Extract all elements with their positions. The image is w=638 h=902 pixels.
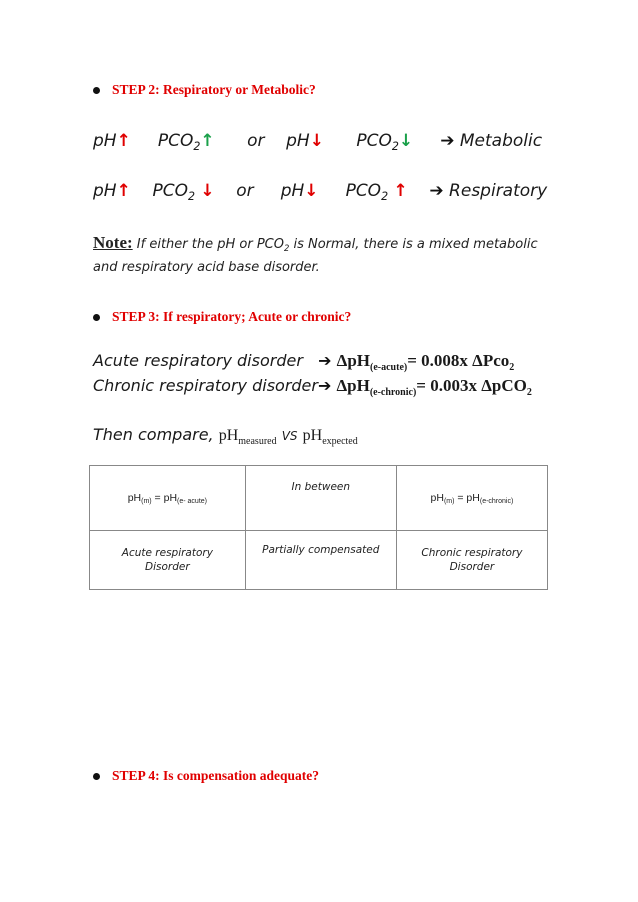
pco2-subscript: 2 xyxy=(381,189,389,203)
bullet-icon xyxy=(93,87,100,94)
note-subscript: 2 xyxy=(283,242,290,253)
or-label: or xyxy=(247,131,265,151)
pco2-label: PCO xyxy=(345,181,382,201)
right-arrow-icon: ➔ xyxy=(317,376,332,395)
pco2-subscript: 2 xyxy=(187,189,195,203)
step-2-title: STEP 2: Respiratory or Metabolic? xyxy=(112,82,316,97)
right-arrow-icon: ➔ xyxy=(440,131,455,151)
arrow-up-icon: ↑ xyxy=(116,131,131,151)
compare-row xyxy=(93,425,358,447)
arrow-down-icon: ↓ xyxy=(309,131,324,151)
comparison-table xyxy=(89,465,548,590)
table-header-chronic: pH(m) = pH(e-chronic) xyxy=(396,466,547,531)
arrow-down-icon: ↓ xyxy=(304,181,319,201)
vs-label: VS xyxy=(281,429,298,443)
respiratory-result: Respiratory xyxy=(449,181,548,201)
bullet-icon xyxy=(93,773,100,780)
ph-label: pH xyxy=(286,131,310,151)
table-header-between: In between xyxy=(245,466,396,531)
step-3-heading xyxy=(93,309,351,325)
respiratory-rule-row xyxy=(93,181,547,203)
table-row xyxy=(90,466,548,531)
ph-measured: $pH_{measured}$ xyxy=(218,427,277,447)
arrow-down-icon: ↓ xyxy=(200,181,215,201)
step-3-title: STEP 3: If respiratory; Acute or chronic? xyxy=(112,309,352,324)
metabolic-result: Metabolic xyxy=(459,131,543,151)
arrow-down-icon: ↓ xyxy=(398,131,414,151)
note-text: is Normal, there is a mixed metabolic and respiratory acid base disorder. xyxy=(93,237,538,275)
acute-formula: ΔpH$_{(e-acute)}$= 0.008x ΔPco$_2$ xyxy=(336,351,515,373)
right-arrow-icon: ➔ xyxy=(318,351,332,370)
chronic-formula-row xyxy=(93,376,532,398)
ph-label: pH xyxy=(93,131,117,151)
table-cell-acute: Acute respiratory Disorder xyxy=(90,531,246,590)
note-text: If either the pH or PCO xyxy=(136,237,284,252)
table-row xyxy=(90,531,548,590)
chronic-formula: ΔpH$_{(e-chronic)}$= 0.003x ΔpCO$_2$ xyxy=(336,376,532,398)
table-header-acute: pH(m) = pH(e- acute) xyxy=(90,466,246,531)
table-cell-partial: Partially compensated xyxy=(245,531,396,590)
arrow-up-icon: ↑ xyxy=(116,181,131,201)
metabolic-rule-row xyxy=(93,131,542,153)
acute-formula-row xyxy=(93,351,514,373)
pco2-label: PCO xyxy=(152,181,188,201)
pco2-label: PCO xyxy=(356,131,392,151)
pco2-label: PCO xyxy=(157,131,194,151)
arrow-up-icon: ↑ xyxy=(200,131,215,151)
step-4-heading xyxy=(93,768,319,784)
ph-label: pH xyxy=(280,181,305,201)
pco2-subscript: 2 xyxy=(193,139,201,153)
arrow-up-icon: ↑ xyxy=(393,181,408,201)
acute-label: Acute respiratory disorder xyxy=(93,351,303,370)
ph-label: pH xyxy=(93,181,117,201)
compare-label: Then compare, xyxy=(93,425,214,444)
chronic-label: Chronic respiratory disorder xyxy=(93,376,318,395)
note-paragraph xyxy=(93,233,553,277)
step-2-heading xyxy=(93,82,316,98)
bullet-icon xyxy=(93,314,100,321)
or-label: or xyxy=(236,181,254,201)
step-4-title: STEP 4: Is compensation adequate? xyxy=(112,768,320,783)
pco2-subscript: 2 xyxy=(391,139,399,153)
table-cell-chronic: Chronic respiratory Disorder xyxy=(396,531,547,590)
ph-expected: $pH_{expected}$ xyxy=(302,427,358,447)
right-arrow-icon: ➔ xyxy=(429,181,444,201)
note-label: Note: xyxy=(93,233,133,252)
